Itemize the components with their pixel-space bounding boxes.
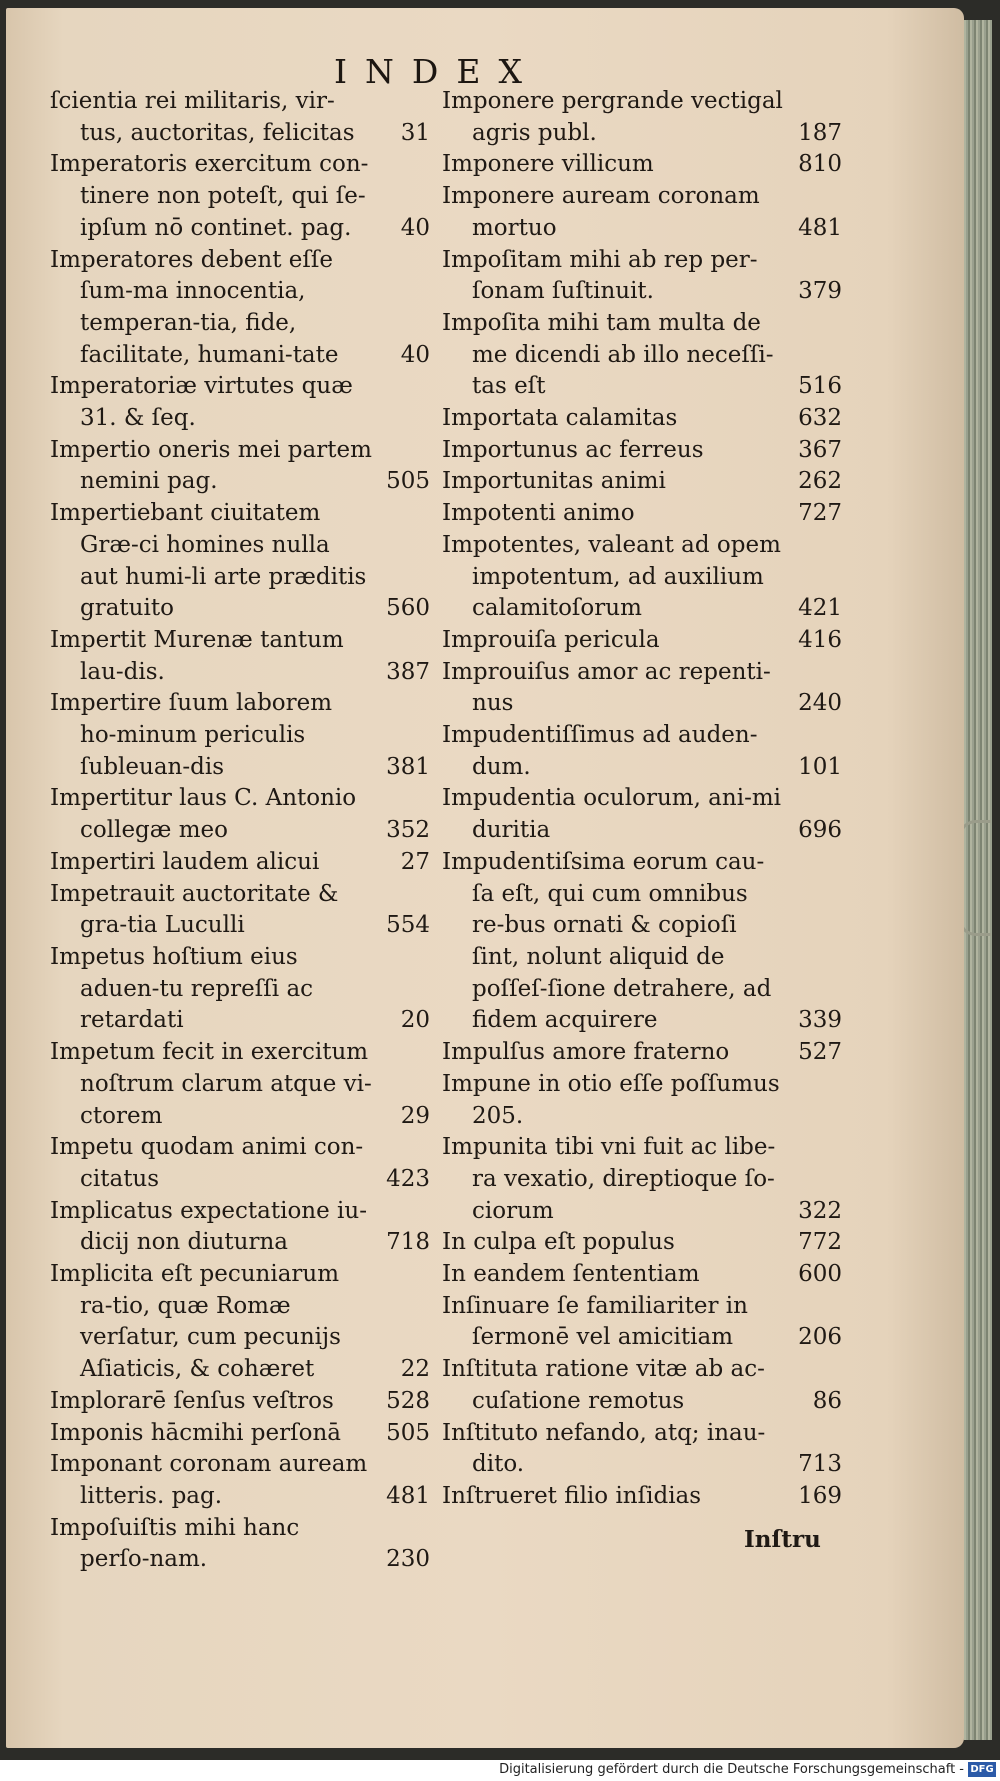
index-entry xyxy=(50,435,430,498)
index-entry xyxy=(442,625,842,657)
index-entry-text: Impulſus amore fraterno xyxy=(442,1039,730,1066)
index-entry xyxy=(50,688,430,783)
index-entry xyxy=(442,466,842,498)
index-entry-page: 713 xyxy=(798,1451,842,1478)
index-entry xyxy=(442,1132,842,1227)
index-entry-text: Impotentes, valeant ad opem impotentum, ad auxilium calamitoſorum xyxy=(442,531,781,622)
index-entry-page: 810 xyxy=(798,151,842,178)
index-entry-page: 560 xyxy=(386,595,430,622)
index-entry-text: Impertio oneris mei partem nemini pag. xyxy=(50,436,372,495)
index-entry-page: 262 xyxy=(798,468,842,495)
index-entry xyxy=(50,1259,430,1386)
index-entry-text: Importata calamitas xyxy=(442,405,678,432)
index-entry xyxy=(50,86,430,149)
index-entry-text: Impudentia oculorum, ani-mi duritia xyxy=(442,785,782,844)
index-entry-page: 322 xyxy=(798,1197,842,1224)
index-entry xyxy=(442,1291,842,1354)
index-entry-page: 20 xyxy=(400,1007,430,1034)
index-entry-text: Impertiebant ciuitatem Græ-ci homines nulla aut humi-li arte præditis gratuito xyxy=(50,500,367,622)
index-entry-text: Impertire ſuum laborem ho-minum periculis ſubleuan-dis xyxy=(50,690,333,780)
index-entry xyxy=(50,1449,430,1512)
index-entry xyxy=(442,403,842,435)
index-entry-page: 367 xyxy=(798,436,842,463)
index-entry-text: Impudentiſsima eorum cau-ſa eſt, qui cum omnibus re-bus ornati & copioſi ſint, nolunt aliquid de poſſeſ-ſione detrahere, ad fidem acquirere xyxy=(442,848,772,1034)
index-entry xyxy=(50,1386,430,1418)
index-entry-page: 772 xyxy=(798,1229,842,1256)
index-entry-page: 381 xyxy=(386,753,430,780)
index-entry xyxy=(442,783,842,846)
index-entry xyxy=(50,149,430,244)
index-entry xyxy=(442,1481,842,1513)
index-entry xyxy=(442,435,842,467)
index-entry-text: Improuiſus amor ac repenti-nus xyxy=(442,658,771,717)
index-entry-text: Impetu quodam animi con-citatus xyxy=(50,1134,364,1192)
index-entry xyxy=(50,879,430,942)
index-entry-page: 416 xyxy=(798,626,842,653)
index-entry-text: In culpa eſt populus xyxy=(442,1229,675,1256)
index-entry-page: 632 xyxy=(798,405,842,432)
index-entry-page: 352 xyxy=(386,817,430,844)
index-entry xyxy=(442,1227,842,1259)
index-entry-text: Inſtituta ratione vitæ ab ac-cuſatione remotus xyxy=(442,1356,765,1414)
index-entry-page: 169 xyxy=(798,1482,842,1509)
index-entry xyxy=(442,1259,842,1291)
index-entry-text: Impertiri laudem alicui xyxy=(50,848,320,875)
index-entry-page: 379 xyxy=(798,278,842,305)
footer-note: Digitalisierung gefördert durch die Deutsche Forschungsgemeinschaft - xyxy=(499,1762,964,1777)
catchword: Inſtru xyxy=(744,1526,821,1553)
index-entry-page: 421 xyxy=(798,595,842,622)
index-entry-page: 423 xyxy=(386,1165,430,1192)
index-entry xyxy=(50,783,430,846)
digitization-footer xyxy=(0,1760,1000,1781)
index-entry-text: Imperatoriæ virtutes quæ 31. & ſeq. xyxy=(50,373,353,432)
index-entry xyxy=(442,245,842,308)
index-entry-text: In eandem ſententiam xyxy=(442,1261,700,1288)
index-entry xyxy=(442,86,842,149)
index-entry-text: Impoſitam mihi ab rep per-ſonam ſuſtinuit. xyxy=(442,246,758,305)
index-entry xyxy=(442,1354,842,1417)
index-entry xyxy=(50,942,430,1037)
index-entry-page: 187 xyxy=(798,119,842,146)
index-entry-page: 505 xyxy=(386,1419,430,1446)
index-entry-text: Impoſuiſtis mihi hanc perſo-nam. xyxy=(50,1514,300,1573)
index-entry-text: Imponere auream coronam mortuo xyxy=(442,183,760,241)
index-entry xyxy=(50,1418,430,1450)
index-entry-page: 86 xyxy=(812,1387,842,1414)
index-entry xyxy=(442,181,842,244)
index-entry-text: Imponis hācmihi perſonā xyxy=(50,1419,342,1446)
index-entry xyxy=(442,847,842,1037)
index-entry-text: Imponere villicum xyxy=(442,151,654,178)
index-entry-text: Improuiſa pericula xyxy=(442,626,660,653)
index-entry-text: Inſinuare ſe familiariter in ſermonē vel amicitiam xyxy=(442,1292,748,1351)
index-entry-text: Importunitas animi xyxy=(442,468,666,495)
index-entry-page: 27 xyxy=(400,848,430,875)
index-entry-text: Inſtrueret filio inſidias xyxy=(442,1482,702,1509)
running-head: INDEX xyxy=(334,52,540,91)
index-entry xyxy=(50,1132,430,1195)
index-entry-text: Impetus hoſtium eius aduen-tu repreſſi ac retardati xyxy=(50,943,314,1034)
index-entry-page: 527 xyxy=(798,1039,842,1066)
index-entry xyxy=(50,625,430,688)
index-entry xyxy=(50,1196,430,1259)
index-entry-text: Implicatus expectatione iu-dicij non diuturna xyxy=(50,1197,367,1256)
index-entry-text: Imperatores debent eſſe ſum-ma innocentia, temperan-tia, fide, facilitate, humani-tate xyxy=(50,246,339,368)
index-entry-text: Implicita eſt pecuniarum ra-tio, quæ Romæ verſatur, cum pecunijs Aſiaticis, & cohæret xyxy=(50,1261,341,1383)
index-entry-page: 339 xyxy=(798,1007,842,1034)
index-entry-page: 40 xyxy=(400,214,430,241)
index-entry xyxy=(442,498,842,530)
index-entry-text: Impoſita mihi tam multa de me dicendi ab illo neceſſi-tas eſt xyxy=(442,309,774,400)
index-column-left xyxy=(50,86,430,1576)
index-entry-page: 505 xyxy=(386,468,430,495)
index-entry xyxy=(442,149,842,181)
index-entry xyxy=(50,245,430,372)
dfg-logo: DFG xyxy=(968,1762,996,1777)
index-entry-page: 29 xyxy=(400,1102,430,1129)
index-entry-text: Impotenti animo xyxy=(442,500,635,527)
index-entry xyxy=(442,1418,842,1481)
index-entry-text: Inſtituto nefando, atq; inau-dito. xyxy=(442,1419,766,1478)
index-entry-page: 528 xyxy=(386,1387,430,1414)
index-entry-page: 600 xyxy=(798,1261,842,1288)
index-entry-text: Imponere pergrande vectigal agris publ. xyxy=(442,88,783,146)
index-entry-page: 481 xyxy=(798,214,842,241)
index-entry-page: 696 xyxy=(798,817,842,844)
index-entry xyxy=(442,720,842,783)
index-entry-text: Impertit Murenæ tantum lau-dis. xyxy=(50,626,344,685)
index-entry-page: 31 xyxy=(400,119,430,146)
index-entry-text: Importunus ac ferreus xyxy=(442,436,704,463)
index-entry xyxy=(50,371,430,434)
index-entry-page: 22 xyxy=(400,1356,430,1383)
index-column-right xyxy=(442,86,842,1513)
index-entry-text: Impudentiſſimus ad auden-dum. xyxy=(442,722,758,780)
index-entry xyxy=(442,1069,842,1132)
index-entry xyxy=(50,498,430,625)
index-entry-page: 727 xyxy=(798,500,842,527)
index-entry-page: 481 xyxy=(386,1482,430,1509)
index-entry-page: 554 xyxy=(386,912,430,939)
index-entry-text: Impune in otio eſſe poſſumus 205. xyxy=(442,1070,780,1129)
index-entry-text: Impunita tibi vni fuit ac libe-ra vexatio, direptioque ſo-ciorum xyxy=(442,1134,776,1224)
index-entry-page: 40 xyxy=(400,341,430,368)
index-entry-page: 516 xyxy=(798,373,842,400)
index-entry-text: Impetum fecit in exercitum noſtrum clarum atque vi-ctorem xyxy=(50,1039,372,1129)
index-entry-page: 230 xyxy=(386,1546,430,1573)
index-entry-text: Imponant coronam auream litteris. pag. xyxy=(50,1451,368,1509)
index-entry-page: 387 xyxy=(386,658,430,685)
index-entry-text: ſcientia rei militaris, vir-tus, auctoritas, felicitas xyxy=(50,88,355,146)
index-entry xyxy=(50,1513,430,1576)
index-entry xyxy=(50,847,430,879)
index-entry xyxy=(442,530,842,625)
index-entry-page: 206 xyxy=(798,1324,842,1351)
index-entry xyxy=(442,657,842,720)
index-entry-text: Implorarē ſenſus veſtros xyxy=(50,1387,334,1414)
index-entry-page: 101 xyxy=(798,753,842,780)
index-entry xyxy=(50,1037,430,1132)
index-entry-text: Impetrauit auctoritate & gra-tia Luculli xyxy=(50,880,339,939)
index-entry-page: 718 xyxy=(386,1229,430,1256)
index-entry-text: Imperatoris exercitum con-tinere non poteſt, qui ſe-ipſum nō continet. pag. xyxy=(50,151,369,241)
index-entry xyxy=(442,308,842,403)
index-entry-page: 240 xyxy=(798,690,842,717)
index-entry-text: Impertitur laus C. Antonio collegæ meo xyxy=(50,785,357,844)
index-entry xyxy=(442,1037,842,1069)
